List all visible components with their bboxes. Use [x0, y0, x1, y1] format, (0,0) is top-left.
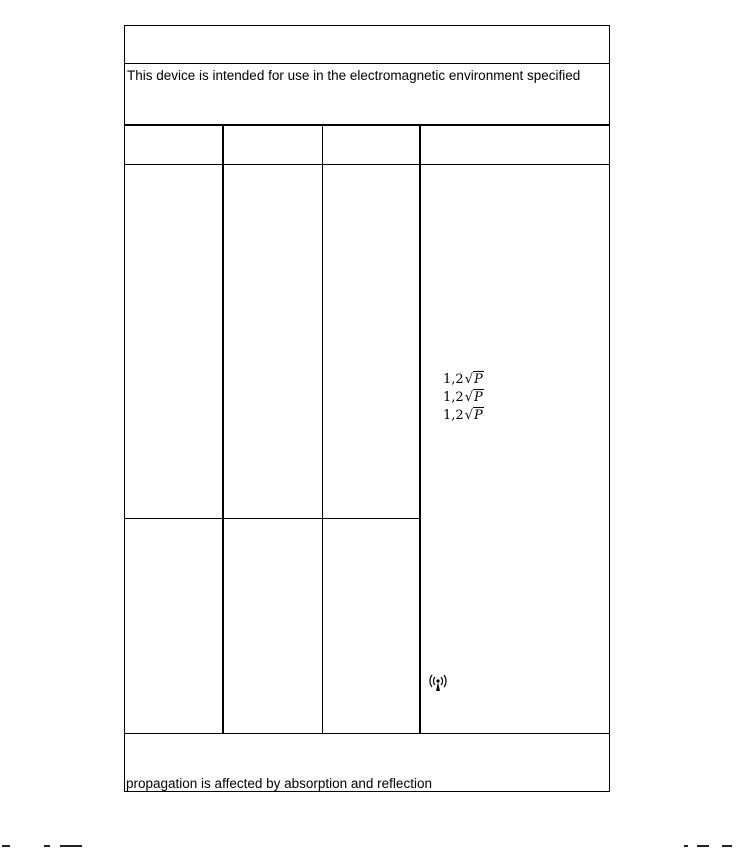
scan-mark — [684, 845, 688, 847]
table-divider-heading-top — [124, 124, 610, 126]
scan-mark — [60, 845, 82, 847]
column-divider-3 — [419, 125, 421, 733]
scan-mark — [2, 845, 10, 847]
formula-radicand: P — [473, 372, 483, 387]
formula-prefix: 1,2 — [443, 372, 464, 387]
formula-line — [443, 389, 484, 407]
formula-line — [443, 407, 484, 425]
table-divider-header — [124, 63, 610, 64]
square-root-symbol: √P — [464, 408, 483, 423]
column-divider-1 — [222, 125, 224, 733]
footer-text: propagation is affected by absorption and reflection — [126, 776, 432, 791]
formula-radicand: P — [473, 390, 483, 405]
table-divider-heading-bottom — [124, 164, 610, 165]
square-root-symbol: √P — [464, 372, 483, 387]
column-divider-2 — [322, 125, 323, 733]
formula-prefix: 1,2 — [443, 408, 464, 423]
table-divider-row-split — [124, 518, 420, 519]
emc-table-frame — [124, 25, 610, 792]
non-ionizing-radiation-icon — [426, 672, 450, 692]
formula-line — [443, 371, 484, 389]
formula-prefix: 1,2 — [443, 390, 464, 405]
intro-text: This device is intended for use in the electromagnetic environment specified — [127, 68, 581, 83]
scan-mark — [44, 845, 50, 847]
formula-radicand: P — [473, 408, 483, 423]
square-root-symbol: √P — [464, 390, 483, 405]
scan-mark — [697, 845, 709, 847]
table-divider-footer — [124, 733, 610, 734]
scan-mark — [722, 845, 732, 847]
